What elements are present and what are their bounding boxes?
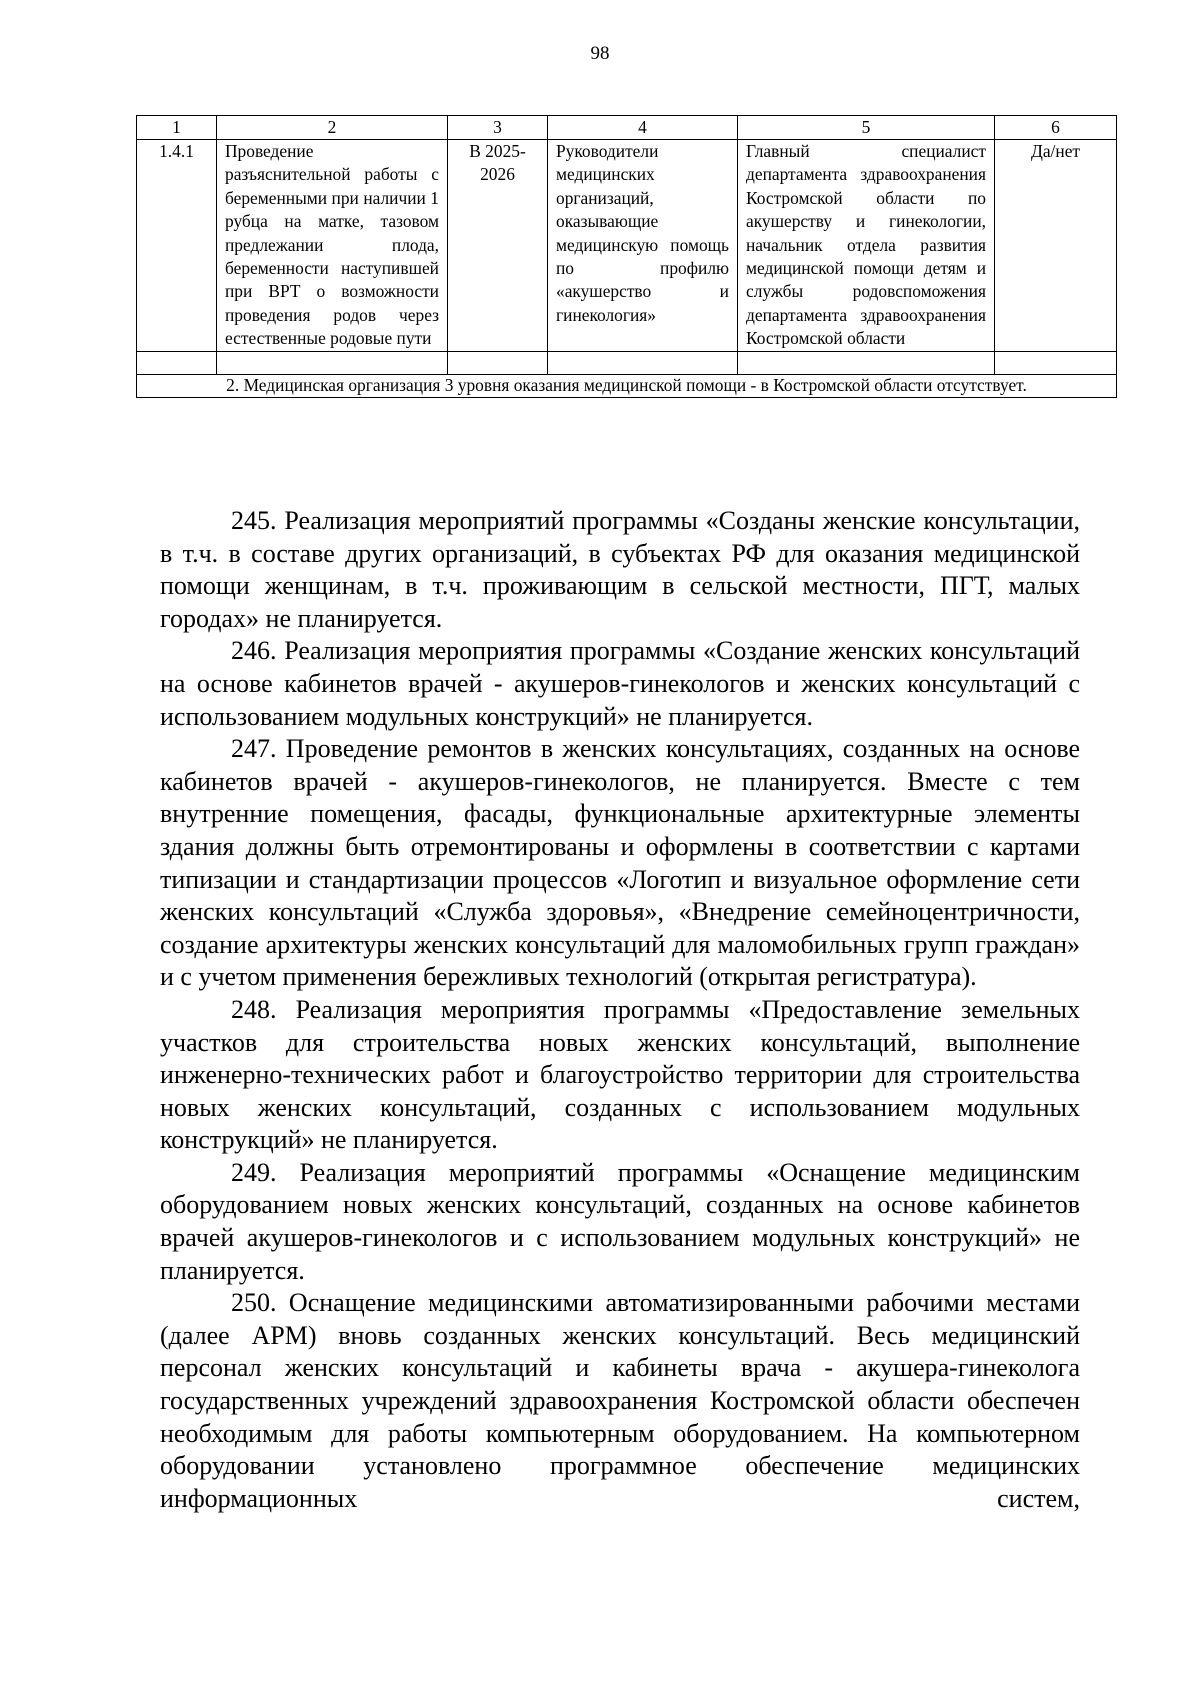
body-text (160, 505, 1080, 1515)
column-number-2: 2 (217, 116, 448, 140)
empty-cell (217, 351, 448, 374)
paragraph-246: 246. Реализация мероприятия программы «Создание женских консультаций на основе кабинетов врачей - акушеров-гинекологов и женских консультаций с использованием модульных конструкций» не планируется. (160, 636, 1080, 731)
cell-event: Проведение разъяснительной работы с беременными при наличии 1 рубца на матке, тазовом предлежании плода, беременности наступившей при ВРТ о возможности проведения родов через естественные родовые пути (217, 140, 448, 352)
table-empty-row (137, 351, 1117, 374)
paragraph-245: 245. Реализация мероприятий программы «Созданы женские консультации, в т.ч. в составе других организаций, в субъектах РФ для оказания медицинской помощи женщинам, в т.ч. проживающим в сельской местности, ПГТ, малых городах» не планируется. (160, 506, 1080, 633)
column-number-6: 6 (995, 116, 1117, 140)
column-number-1: 1 (137, 116, 217, 140)
empty-cell (738, 351, 995, 374)
cell-executors: Руководители медицинских организаций, оказывающие медицинскую помощь по профилю «акушерство и гинекология» (548, 140, 738, 352)
empty-cell (448, 351, 548, 374)
empty-cell (137, 351, 217, 374)
paragraph-249: 249. Реализация мероприятий программы «Оснащение медицинским оборудованием новых женских консультаций, созданных на основе кабинетов врачей акушеров-гинекологов и с использованием модульных конструкций» не планируется. (160, 1157, 1080, 1285)
empty-cell (995, 351, 1117, 374)
page-number: 98 (590, 43, 610, 64)
cell-item-number: 1.4.1 (137, 140, 217, 352)
table-row (137, 140, 1117, 352)
column-number-5: 5 (738, 116, 995, 140)
column-number-3: 3 (448, 116, 548, 140)
cell-result: Да/нет (995, 140, 1117, 352)
table-note: 2. Медицинская организация 3 уровня оказания медицинской помощи - в Костромской области отсутствует. (137, 374, 1117, 397)
column-number-4: 4 (548, 116, 738, 140)
activity-table (136, 115, 1117, 398)
paragraph-247: 247. Проведение ремонтов в женских консультациях, созданных на основе кабинетов врачей - акушеров-гинекологов, не планируется. Вместе с тем внутренние помещения, фасады, функциональные архитектурные элементы здания должны быть отремонтированы и оформлены в соответствии с картами типизации и стандартизации процессов «Логотип и визуальное оформление сети женских консультаций «Служба здоровья», «Внедрение семейноцентричности, создание архитектуры женских консультаций для маломобильных групп граждан» и с учетом применения бережливых технологий (открытая регистратура). (160, 734, 1080, 992)
cell-period: В 2025-2026 (448, 140, 548, 352)
paragraph-248: 248. Реализация мероприятия программы «Предоставление земельных участков для строительства новых женских консультаций, выполнение инженерно-технических работ и благоустройство территории для строительства новых женских консультаций, созданных с использованием модульных конструкций» не планируется. (160, 994, 1080, 1155)
table-header-row (137, 116, 1117, 140)
paragraph-250: 250. Оснащение медицинскими автоматизированными рабочими местами (далее АРМ) вновь созданных женских консультаций. Весь медицинский персонал женских консультаций и кабинеты врача - акушера-гинеколога государственных учреждений здравоохранения Костромской области обеспечен необходимым для работы компьютерным оборудованием. На компьютерном оборудовании установлено программное обеспечение медицинских информационных систем, (160, 1288, 1080, 1513)
empty-cell (548, 351, 738, 374)
table-note-row (137, 374, 1117, 397)
cell-responsible: Главный специалист департамента здравоохранения Костромской области по акушерству и гинекологии, начальник отдела развития медицинской помощи детям и службы родовспоможения департамента здравоохранения Костромской области (738, 140, 995, 352)
